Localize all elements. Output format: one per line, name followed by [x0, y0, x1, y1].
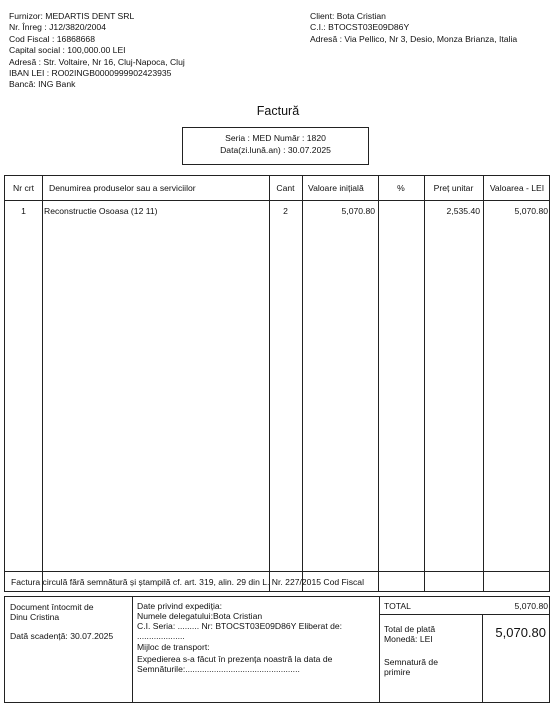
- due-date: Dată scadență: 30.07.2025: [10, 631, 114, 641]
- row-1-unit-price: 2,535.40: [446, 206, 480, 216]
- row-1-nr: 1: [21, 206, 26, 216]
- row-1-initial-value: 5,070.80: [341, 206, 375, 216]
- client-address: Adresă : Via Pellico, Nr 3, Desio, Monza Brianza, Italia: [310, 33, 518, 44]
- row-1-product: Reconstructie Osoasa (12 11): [44, 206, 158, 216]
- currency-label: Monedă: LEI: [384, 634, 433, 644]
- client-id: C.I.: BTOCST03E09D86Y: [310, 22, 410, 33]
- signatures-line: Semnăturile:................................................: [137, 664, 300, 674]
- column-divider: [269, 176, 270, 591]
- section-divider: [132, 597, 133, 702]
- legal-note: Factura circulă fără semnătură și ștampilă cf. art. 319, alin. 29 din L. Nr. 227/2015 Cod Fiscal: [4, 571, 550, 592]
- supplier-address: Adresă : Str. Voltaire, Nr 16, Cluj-Napoca, Cluj: [9, 56, 185, 67]
- header-value-lei: Valoarea - LEI: [489, 183, 545, 193]
- header-initial-value: Valoare inițială: [308, 183, 364, 193]
- header-unit-price: Preț unitar: [433, 183, 474, 193]
- delegate-id: C.I. Seria: ......... Nr: BTOCST03E09D86Y Eliberat de:: [137, 621, 343, 631]
- column-divider: [42, 176, 43, 591]
- client-info: [310, 11, 517, 45]
- section-divider: [379, 597, 380, 702]
- supplier-bank: Bancă: ING Bank: [9, 79, 76, 90]
- supplier-info: [9, 11, 185, 91]
- total-value: 5,070.80: [514, 601, 548, 611]
- supplier-fiscal-code: Cod Fiscal : 16868668: [9, 33, 95, 44]
- payment-total-label: Total de plată: [384, 624, 436, 634]
- header-percent: %: [397, 183, 405, 193]
- total-label: TOTAL: [384, 601, 411, 611]
- items-table: [4, 175, 550, 592]
- expedition-statement: Expedierea s-a făcut în prezența noastră la data de: [137, 654, 333, 664]
- delegate-name: Numele delegatului:Bota Cristian: [137, 611, 263, 621]
- column-divider: [424, 176, 425, 591]
- supplier-iban: IBAN LEI : RO02INGB0000999902423935: [9, 68, 172, 79]
- header-product-name: Denumirea produselor sau a serviciilor: [49, 183, 196, 193]
- series-number: Seria : MED Număr : 1820: [225, 133, 326, 143]
- expedition-title: Date privind expediția:: [137, 601, 223, 611]
- column-divider: [483, 176, 484, 591]
- receipt-signature-label-2: primire: [384, 667, 411, 677]
- column-divider: [302, 176, 303, 591]
- header-quantity: Cant: [276, 183, 295, 193]
- header-nr-crt: Nr crt: [12, 183, 34, 193]
- section-divider: [379, 614, 549, 615]
- row-1-value-lei: 5,070.80: [514, 206, 548, 216]
- delegate-issued-by: ....................: [137, 631, 185, 641]
- summary-section: [4, 596, 550, 703]
- payment-total-value: 5,070.80: [495, 625, 546, 640]
- issued-by-name: Dinu Cristina: [10, 612, 60, 622]
- client-name: Client: Bota Cristian: [310, 11, 386, 21]
- row-1-quantity: 2: [283, 206, 288, 216]
- invoice-date: Data(zi.lună.an) : 30.07.2025: [220, 145, 331, 155]
- transport-means: Mijloc de transport:: [137, 642, 210, 652]
- series-box: [182, 127, 369, 165]
- issued-by-label: Document întocmit de: [10, 602, 94, 612]
- receipt-signature-label: Semnatură de: [384, 657, 438, 667]
- supplier-capital: Capital social : 100,000.00 LEI: [9, 45, 126, 56]
- column-divider: [378, 176, 379, 591]
- document-title: Factură: [256, 104, 300, 118]
- supplier-name: Furnizor: MEDARTIS DENT SRL: [9, 11, 135, 21]
- header-divider: [5, 200, 549, 201]
- supplier-registration: Nr. Înreg : J12/3820/2004: [9, 22, 106, 33]
